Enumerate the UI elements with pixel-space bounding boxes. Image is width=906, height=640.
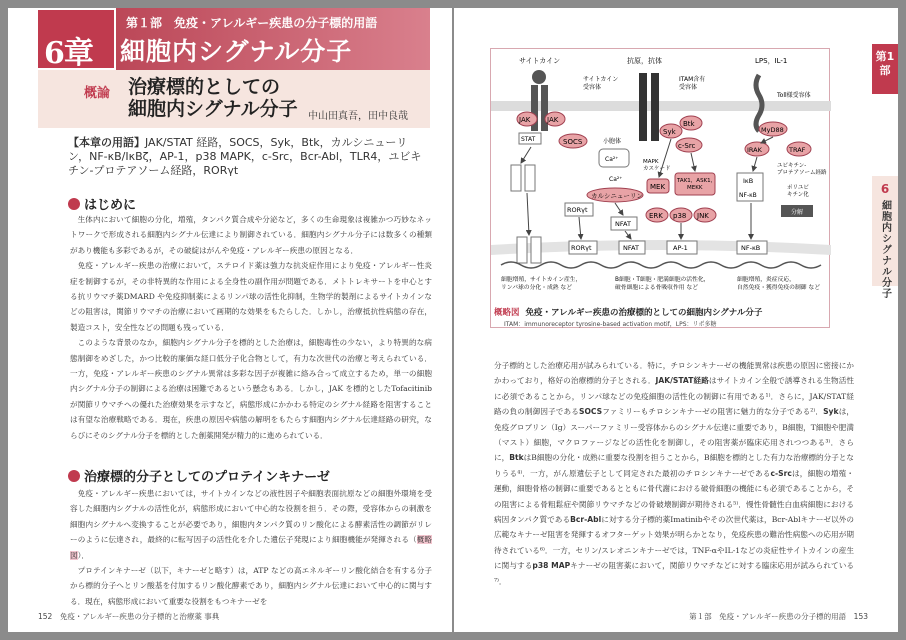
receptor-chain xyxy=(541,85,548,131)
node-p38 xyxy=(670,208,692,222)
svg-text:RORγt: RORγt xyxy=(571,244,592,252)
section-heading-intro: はじめに xyxy=(68,194,136,213)
node-tak1 xyxy=(675,173,716,195)
paragraph: 生体内において細胞の分化，増殖，タンパク質合成や分泌など，多くの生命現象は複雑かつ巧妙なネットワークで形成される細胞内シグナル伝達により制御されている．細胞内シグナル分子には数多くの種類があり機能も多彩であるが，その破綻はがんや免疫・アレルギー疾患の原因となる． xyxy=(70,215,432,255)
node-myd88 xyxy=(759,122,787,136)
svg-text:JNK: JNK xyxy=(697,212,709,220)
node-degradation xyxy=(781,205,813,217)
svg-text:NFAT: NFAT xyxy=(615,220,631,228)
svg-text:SOCS: SOCS xyxy=(563,138,583,146)
label-cytokine: サイトカイン xyxy=(519,57,561,65)
node-btk xyxy=(680,116,702,130)
node-rorgt-nuclear xyxy=(569,241,597,254)
page-number: 152 xyxy=(38,612,53,621)
terms-label: 【本章の用語】 xyxy=(68,136,145,149)
svg-text:RORγt: RORγt xyxy=(567,206,588,214)
part-tab: 第1部 xyxy=(872,44,898,94)
output-nfkb: 細胞増殖，炎症反応，自然免疫・獲得免疫の制御 など xyxy=(737,277,820,291)
term-csrc: c-Src xyxy=(770,468,792,478)
cytokine-ligand xyxy=(532,70,546,84)
term-btk: Btk xyxy=(509,453,524,463)
svg-text:Syk: Syk xyxy=(663,128,676,136)
chapter-title: 細胞内シグナル分子 xyxy=(120,37,353,66)
svg-text:IRAK: IRAK xyxy=(747,146,762,154)
intro-body xyxy=(70,212,432,443)
label-mapk-cascade: MAPK カスケード xyxy=(643,159,671,172)
subtitle-line-1: 治療標的としての xyxy=(128,76,281,98)
running-title: 第１部 免疫・アレルギー疾患の分子標的用語 xyxy=(689,612,847,621)
svg-text:AP-1: AP-1 xyxy=(673,244,688,252)
node-calcineurin xyxy=(587,188,643,202)
figure-note: ITAM：immunoreceptor tyrosine-based activation motif，LPS：リポ多糖 xyxy=(504,321,717,328)
section-heading-kinase: 治療標的分子としてのプロテインキナーゼ xyxy=(68,466,330,485)
authors: 中山田真吾，田中良哉 xyxy=(308,111,408,122)
article-subtitle xyxy=(128,76,298,120)
label-polyubiquitination: ポリユビキチン化 xyxy=(787,185,809,198)
overview-label: 概論 xyxy=(84,86,111,101)
node-jak xyxy=(545,112,565,126)
chapter-tab xyxy=(872,176,898,299)
svg-text:p38: p38 xyxy=(673,212,687,220)
footer-left xyxy=(38,611,219,622)
figure-caption: 概略図 免疫・アレルギー疾患の治療標的としての細胞内シグナル分子 xyxy=(494,308,763,318)
output-jak-stat: 細胞増殖，サイトカイン産生，リンパ球の分化・成熟 など xyxy=(501,277,582,291)
term-jak-stat: JAK/STAT経路 xyxy=(655,376,709,386)
paragraph: 免疫・アレルギー疾患の治療において，ステロイド薬は強力な抗炎症作用により免疫・アレルギー性炎症を制御するが，その非特異的な作用による全身性の副作用が問題である．メトトレキサートを中心とする抗リウマチ薬DMARD や免疫抑制薬によるリンパ球の活性化抑制，生物学的製剤によるサイトカインなどの阻害は，関節リウマチの治療において画期的な効果をもたらした．しかし，治療抵抗性病態の存在，製造コスト，安全性などの問題も残っている． xyxy=(70,261,432,332)
itam-receptor-chain xyxy=(651,73,659,141)
node-rorgt xyxy=(565,203,593,216)
nuclear-membrane xyxy=(491,240,831,255)
node-nfat-nuclear xyxy=(619,241,645,254)
svg-text:Btk: Btk xyxy=(683,120,695,128)
svg-text:TAK1，ASK1，MEKK: TAK1，ASK1， MEKK xyxy=(677,178,717,191)
heading-bullet-icon xyxy=(68,470,80,482)
node-mek xyxy=(647,179,669,193)
label-lps: LPS，IL-1 xyxy=(755,57,788,65)
svg-text:TRAF: TRAF xyxy=(789,146,806,154)
node-stat-dimer xyxy=(511,165,535,191)
svg-text:c-Src: c-Src xyxy=(678,142,696,150)
label-ca: Ca²⁺ xyxy=(609,176,623,183)
terms-text: JAK/STAT 経路，SOCS，Syk，Btk，カルシニューリン，NF-κB/IκBζ，AP-1，p38 MAPK，c-Src，Bcr-Abl，TLR4，ユビキチン-プロテアソーム経路，RORγt xyxy=(68,136,422,177)
figure-reference[interactable]: 概略図 xyxy=(70,535,433,560)
svg-text:NFAT: NFAT xyxy=(623,244,639,252)
node-syk xyxy=(660,124,682,138)
node-ikb-nfkb xyxy=(737,173,763,201)
svg-text:IκB: IκB xyxy=(743,177,754,185)
page-number: 153 xyxy=(853,612,868,621)
svg-text:分解: 分解 xyxy=(791,209,804,216)
node-socs xyxy=(559,134,587,148)
svg-text:JAK: JAK xyxy=(547,116,559,124)
book-title: 免疫・アレルギー疾患の分子標的と治療薬 事典 xyxy=(59,612,220,621)
right-page xyxy=(454,8,898,632)
label-toll: Toll様受容体 xyxy=(777,92,811,99)
node-ap1 xyxy=(667,241,697,254)
label-cytokine-receptor: サイトカイン受容体 xyxy=(583,76,619,91)
svg-text:MEK: MEK xyxy=(650,183,666,191)
node-erk xyxy=(646,208,668,222)
label-er: 小胞体 xyxy=(603,138,622,145)
term-socs: SOCS xyxy=(578,407,603,417)
chapter-number: 6章 xyxy=(44,36,93,71)
node-jnk xyxy=(694,208,716,222)
label-ubiquitin: ユビキチン-プロテアソーム経路 xyxy=(777,163,827,176)
kinase-body xyxy=(70,486,432,609)
node-ca-store xyxy=(599,149,629,167)
term-syk: Syk xyxy=(823,407,839,417)
svg-text:NF-κB: NF-κB xyxy=(739,192,757,199)
paragraph: プロテインキナーゼ（以下，キナーゼと略す）は，ATP などの高エネルギーリン酸化結合を有する分子から標的分子へとリン酸基を付加するリン酸化酵素であり，細胞内シグナル伝達において中心的に関与する．現在，病態形成において重要な役割をもつキナーゼを xyxy=(70,566,432,606)
signaling-diagram xyxy=(490,48,830,328)
heading-bullet-icon xyxy=(68,198,80,210)
node-irak xyxy=(745,142,769,156)
paragraph: このような背景のなか，細胞内シグナル分子を標的とした治療は，細胞毒性の少ない，より特異的な病態制御をめざした，かつ比較的廉価な経口低分子化合物として，有力な次世代の治療と考えられている．一方，免疫・アレルギー疾患のシグナル異常は多彩な因子が複雑に絡み合って成立するため，単一の細胞内シグナル分子の制御による治療は困難であるという懸念もある．しかし，JAK を標的としたTofacitinibが関節リウマチへの優れた治療効果を示すなど，病態形成にかかわる特定のシグナル経路を阻害することは有望な治療戦略である．現在，疾患の原因や病態の解明をもたらす細胞内シグナル伝達経路の研究，ならびにそのシグナル分子を標的とした創薬開発が精力的に進められている． xyxy=(70,338,432,440)
node-nfkb-nuclear xyxy=(737,241,767,254)
node-nfat xyxy=(611,217,637,230)
figure-caption-label: 概略図 xyxy=(494,308,520,318)
svg-text:STAT: STAT xyxy=(521,136,536,143)
chapter-tab-title: 細胞内シグナル分子 xyxy=(879,200,891,299)
subtitle-line-2: 細胞内シグナル分子 xyxy=(128,98,298,120)
output-itam: B細胞・T細胞・肥満細胞の活性化，破骨細胞による骨吸収作用 など xyxy=(615,277,710,291)
svg-text:カルシニューリン: カルシニューリン xyxy=(591,192,643,200)
right-body-text: 分子標的とした治療応用が試みられている．特に，チロシンキナーゼの機能異常は疾患の原因に密接にかかわっており，格好の治療標的分子とされる．JAK/STAT経路はサイトカイン全般で誘導される生物活性に必須であることから，リンパ球などの免疫細胞の活性化の制御に有用である¹⁾．さらに，JAK/STAT経路の負の制御因子であるSOCSファミリーもチロシンキナーゼの阻害に魅力的な分子である²⁾．Sykは，免疫グロブリン（Ig）スーパーファミリー受容体からのシグナル伝達に重要であり，B細胞，T細胞や肥満（マスト）細胞，マクロファージなどの活性化を制御し，その阻害薬が臨床応用されつつある³⁾．さらに，BtkはB細胞の分化・成熟に重要な役割を担うことから，B細胞を標的とした有力な治療標的分子となりうる⁴⁾．一方，がん原遺伝子として同定された最初のチロシンキナーゼであるc-Srcは，細胞の増殖・運動，細胞骨格の制御に重要であるとともに骨代謝における破骨細胞の機能にも必須であることから，その阻害による骨粗鬆症や関節リウマチなどの骨破壊制御が期待される⁵⁾．慢性骨髄性白血病細胞における病因タンパク質であるBcr-Ablに対する分子標的薬Imatinibやその次世代薬は，Bcr-Ablキナーゼ以外の広範なキナーゼ阻害を発揮するオフターゲット効果が明らかとなり，免疫疾患の難治性病態への応用が期待されている⁶⁾．一方，セリン/スレオニンキナーゼでは，TNF-αやIL-1などの炎症性サイトカインの産生に関与するp38 MAPキナーゼの阻害薬において，関節リウマチなどに対する臨床応用が試みられている⁷⁾． xyxy=(494,361,855,586)
chapter-tab-number: 6 xyxy=(880,182,890,196)
svg-text:NF-κB: NF-κB xyxy=(741,244,761,252)
paragraph: 免疫・アレルギー疾患においては，サイトカインなどの液性因子や細胞表面抗原などの細胞外環境を受容した細胞内シグナルの活性化が，病態形成において中心的な役割を担う．その際，受容体からの刺激を細胞内シグナルへ変換することが必要であり，細胞内タンパク質のリン酸化による酵素活性の調節がリレーのように伝達され，最終的に転写因子の活性化を介した遺伝子発現により細胞機能が発揮される（概略図）． xyxy=(70,489,433,560)
dna-strand xyxy=(501,262,821,268)
svg-text:MyD88: MyD88 xyxy=(761,126,784,134)
diagram-svg xyxy=(491,49,831,303)
left-page xyxy=(8,8,452,632)
node-traf xyxy=(787,142,811,156)
itam-receptor-chain xyxy=(639,73,647,141)
chapter-terms xyxy=(68,136,428,178)
term-bcr-abl: Bcr-Abl xyxy=(570,515,602,525)
svg-text:Ca²⁺: Ca²⁺ xyxy=(605,156,619,163)
svg-text:JAK: JAK xyxy=(519,116,531,124)
label-itam: ITAM含有受容体 xyxy=(679,76,706,91)
part-title: 第１部 免疫・アレルギー疾患の分子標的用語 xyxy=(126,16,378,30)
svg-text:ERK: ERK xyxy=(649,212,663,220)
term-p38: p38 MAP xyxy=(532,561,571,571)
label-antigen: 抗原，抗体 xyxy=(627,57,662,65)
node-stat xyxy=(519,133,541,144)
node-jak xyxy=(517,112,537,126)
footer-right xyxy=(689,611,868,622)
node-csrc xyxy=(676,138,702,152)
